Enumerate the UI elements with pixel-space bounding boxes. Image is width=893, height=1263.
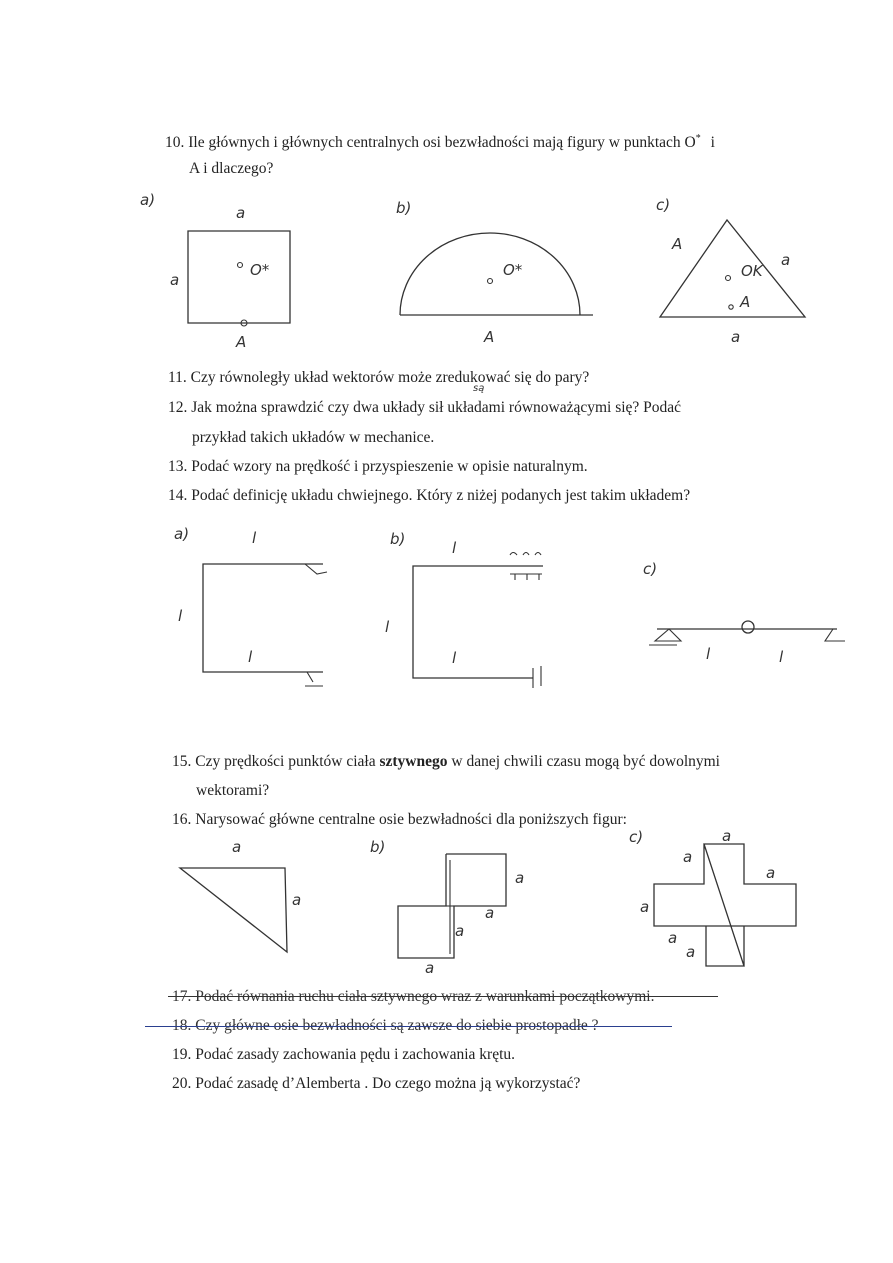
q10-label-b: b) — [396, 199, 412, 217]
q14-label-a: a) — [174, 525, 190, 543]
q10-semicircle-figure — [395, 225, 595, 325]
question-15 — [172, 752, 720, 772]
question-12-line2: przykład takich układów w mechanice. — [192, 429, 435, 446]
q16-c-side-bottom-2: a — [686, 943, 696, 961]
q14-a-length-bottom: l — [248, 648, 253, 666]
q14-a-length-top: l — [252, 529, 257, 547]
q10-square-figure — [160, 215, 310, 355]
q10-b-point-a: A — [484, 328, 495, 346]
q16-b-side-mid: a — [485, 904, 495, 922]
question-20: 20. Podać zasadę d’Alemberta . Do czego można ją wykorzystać? — [172, 1075, 581, 1092]
question-16: 16. Narysować główne centralne osie bezwładności dla poniższych figur: — [172, 811, 627, 828]
q16-triangle-figure — [175, 860, 295, 960]
q16-c-side-bottom: a — [668, 929, 678, 947]
q14-beam-c-figure — [645, 615, 850, 655]
question-10-text: 10. Ile głównych i głównych centralnych osi bezwładności mają figury w punktach O — [165, 134, 696, 152]
q10-c-side-bottom: a — [731, 328, 741, 346]
question-17: 17. Podać równania ruchu ciała sztywnego wraz z warunkami początkowymi. — [172, 988, 655, 1005]
q16-b-side-right: a — [515, 869, 525, 887]
question-17-strikethrough — [168, 996, 718, 997]
q14-c-length-right: l — [779, 648, 784, 666]
question-10-line2: A i dlaczego? — [189, 160, 274, 177]
q14-frame-b-figure — [405, 550, 555, 690]
q14-frame-a-figure — [195, 550, 335, 700]
q16-c-side-left-top: a — [683, 848, 693, 866]
q10-b-point-o: O* — [503, 261, 523, 279]
question-13: 13. Podać wzory na prędkość i przyspieszenie w opisie naturalnym. — [168, 458, 588, 475]
q16-cross-figure — [648, 840, 803, 970]
question-15-text-end: w danej chwili czasu mogą być dowolnymi — [447, 753, 720, 770]
q16-label-b: b) — [370, 838, 386, 856]
q14-c-length-left: l — [706, 645, 711, 663]
q10-label-a: a) — [140, 191, 156, 209]
q10-c-side-right: a — [781, 251, 791, 269]
q14-label-b: b) — [390, 530, 406, 548]
q16-a-side-right: a — [292, 891, 302, 909]
q16-label-c: c) — [629, 828, 644, 846]
q16-b-side-inner: a — [455, 922, 465, 940]
question-19: 19. Podać zasady zachowania pędu i zachowania krętu. — [172, 1046, 516, 1063]
q10-a-side-top: a — [236, 204, 246, 222]
q10-label-c: c) — [656, 196, 671, 214]
question-15-line2: wektorami? — [196, 782, 270, 799]
question-10 — [165, 129, 715, 153]
question-10-end: i — [710, 134, 715, 152]
question-12: 12. Jak można sprawdzić czy dwa układy sił układami równoważącymi się? Podać — [168, 399, 682, 416]
question-14: 14. Podać definicję układu chwiejnego. Który z niżej podanych jest takim układem? — [168, 487, 691, 504]
question-18: 18. Czy główne osie bezwładności są zawsze do siebie prostopadłe ? — [172, 1017, 599, 1034]
question-15-text: 15. Czy prędkości punktów ciała — [172, 753, 380, 770]
q14-a-length-left: l — [178, 607, 183, 625]
question-11: 11. Czy równoległy układ wektorów może zredukować się do pary? — [168, 369, 590, 386]
q14-b-length-top: l — [452, 539, 457, 557]
q14-label-c: c) — [643, 560, 658, 578]
q16-c-side-top: a — [722, 827, 732, 845]
q10-a-side-left: a — [170, 271, 180, 289]
q16-c-side-right: a — [766, 864, 776, 882]
q10-c-point-o: OK — [741, 262, 763, 280]
q10-c-point-a: A — [740, 293, 751, 311]
q16-a-side-top: a — [232, 838, 242, 856]
q14-b-length-left: l — [385, 618, 390, 636]
q12-handwritten-insert: są — [473, 383, 485, 394]
question-10-superscript: * — [695, 133, 701, 144]
q10-c-point-a-left: A — [672, 235, 683, 253]
q10-triangle-figure — [655, 215, 815, 325]
q10-a-point-a: A — [236, 333, 247, 351]
q16-b-side-bottom: a — [425, 959, 435, 977]
q16-c-side-left: a — [640, 898, 650, 916]
question-15-bold: sztywnego — [379, 753, 448, 770]
q14-b-length-bottom: l — [452, 649, 457, 667]
question-18-strikethrough — [145, 1026, 672, 1027]
q10-a-point-o: O* — [250, 261, 270, 279]
